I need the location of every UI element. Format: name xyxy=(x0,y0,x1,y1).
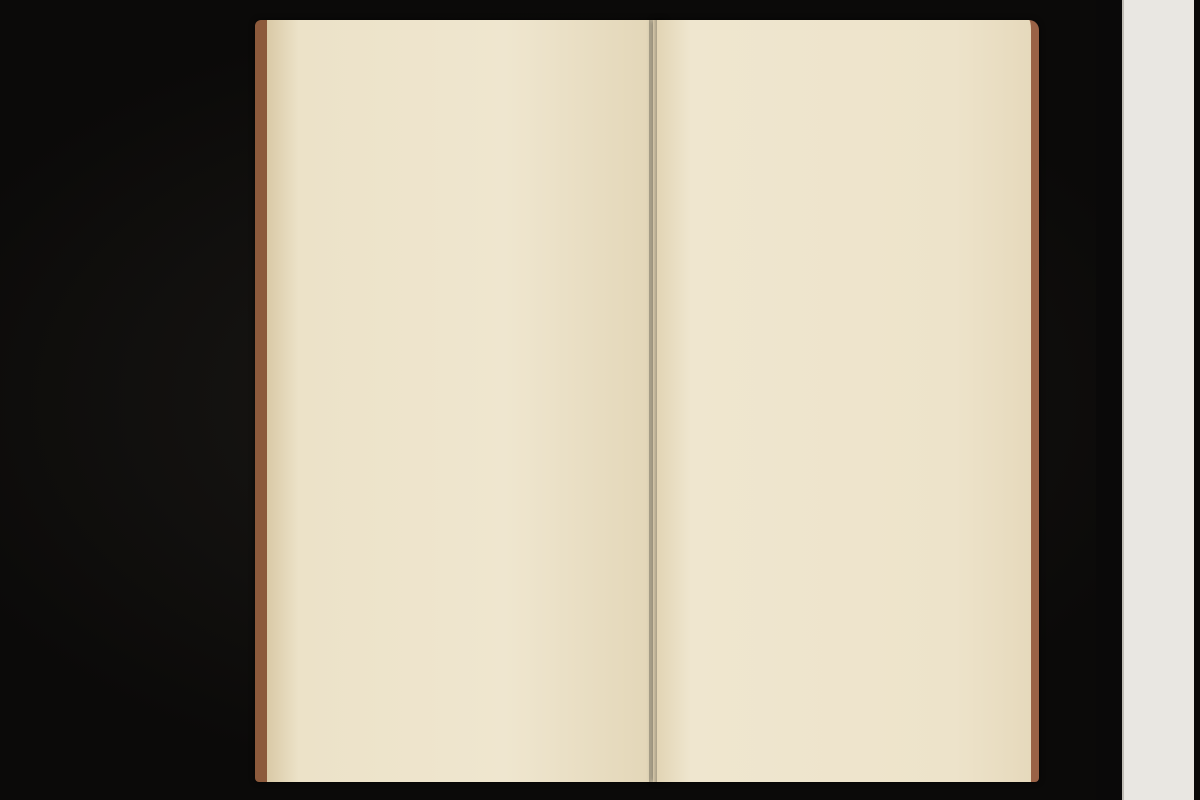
book-gutter xyxy=(649,20,657,782)
measurement-ruler xyxy=(1122,0,1194,800)
left-running-head xyxy=(349,44,363,65)
dark-margin xyxy=(1096,0,1122,800)
open-book xyxy=(255,20,1033,782)
left-page xyxy=(255,20,665,782)
decorative-headpiece-ornament xyxy=(653,76,963,192)
right-page xyxy=(653,20,1039,782)
